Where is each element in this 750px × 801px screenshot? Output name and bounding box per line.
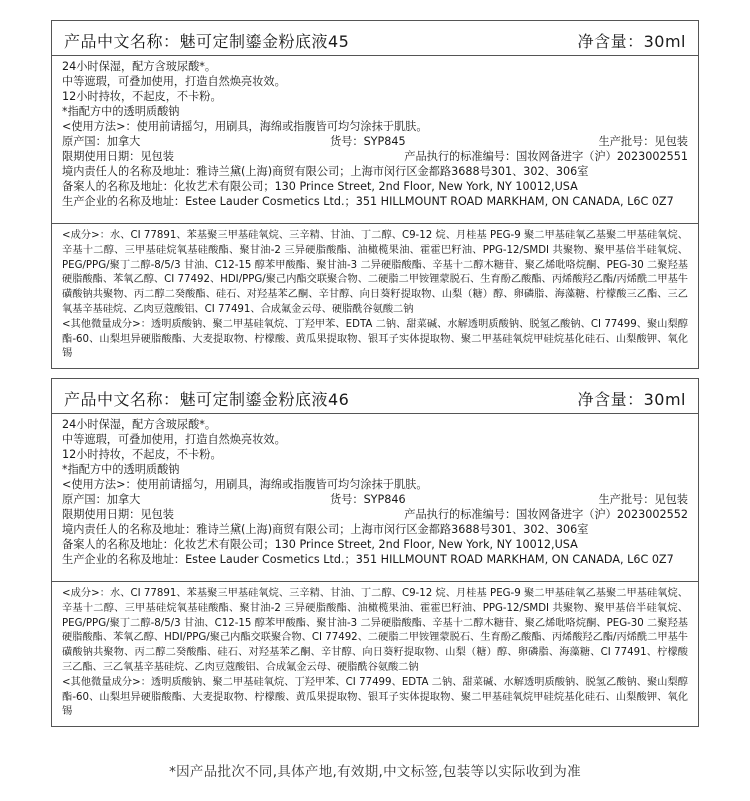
claim-line: 12小时持妆，不起皮，不卡粉。: [62, 90, 222, 103]
usage-instructions: <使用方法>：使用前请摇匀，用刷具，海绵或指腹皆可均匀涂抹于肌肤。: [62, 120, 428, 133]
origin-row: [62, 134, 688, 149]
usage-instructions: <使用方法>：使用前请摇匀，用刷具，海绵或指腹皆可均匀涂抹于肌肤。: [62, 478, 428, 491]
trace-ingredients-list: <其他微量成分>：透明质酸钠、聚二甲基硅氧烷、丁羟甲苯、CI 77499、EDTA 二钠、甜菜碱、水解透明质酸钠、脱氢乙酸钠、聚山梨醇酯-60、山梨坦异硬脂酸酯、大麦提取物、柠檬酸、黄瓜果提取物、银耳子实体提取物、聚二甲基硅氧烷甲硅烷基化硅石、山梨酸钾、氧化锡: [62, 676, 688, 718]
filer: 备案人的名称及地址：化妆艺术有限公司；130 Prince Street, 2nd Floor, New York, NY 10012,USA: [62, 538, 578, 551]
expiry-row: [62, 507, 688, 522]
country-of-origin: 原产国：加拿大: [62, 135, 141, 148]
disclaimer-note: *因产品批次不同,具体产地,有效期,中文标签,包装等以实际收到为准: [169, 764, 581, 780]
expiry-row: [62, 149, 688, 164]
country-of-origin: 原产国：加拿大: [62, 493, 141, 506]
claim-line: 12小时持妆，不起皮，不卡粉。: [62, 448, 222, 461]
net-content: 净含量：30ml: [577, 390, 686, 409]
trace-ingredients-list: <其他微量成分>：透明质酸钠、聚二甲基硅氧烷、丁羟甲苯、EDTA 二钠、甜菜碱、水解透明质酸钠、脱氢乙酸钠、CI 77499、聚山梨醇酯-60、山梨坦异硬脂酸酯、大麦提取物、柠檬酸、黄瓜果提取物、银耳子实体提取物、聚二甲基硅氧烷甲硅烷基化硅石、山梨酸钾、氧化锡: [62, 318, 688, 360]
net-content: 净含量：30ml: [577, 32, 686, 51]
ingredients-box: [52, 581, 698, 726]
product-name: 产品中文名称：魅可定制鎏金粉底液46: [64, 390, 350, 409]
product-name: 产品中文名称：魅可定制鎏金粉底液45: [64, 32, 350, 51]
expiry-date: 限期使用日期：见包装: [62, 508, 174, 521]
claim-line: 中等遮瑕，可叠加使用，打造自然焕亮妆效。: [62, 433, 286, 446]
batch-number: 生产批号：见包装: [598, 493, 688, 506]
product-label-2: [51, 378, 699, 727]
manufacturer: 生产企业的名称及地址：Estee Lauder Cosmetics Ltd.；351 HILLMOUNT ROAD MARKHAM, ON CANADA, L6C 0Z7: [62, 195, 674, 208]
standard-number: 产品执行的标准编号：国妆网备进字（沪）2023002551: [404, 150, 688, 163]
label-info: [52, 414, 698, 571]
item-number: 货号：SYP845: [330, 135, 406, 148]
ingredients-list: <成分>：水、CI 77891、苯基聚三甲基硅氧烷、三辛精、甘油、丁二醇、C9-12 烷、月桂基 PEG-9 聚二甲基硅氧乙基聚二甲基硅氧烷、辛基十二醇、三甲基硅烷氧基硅酸酯、聚甘油-2 三异硬脂酸酯、油橄榄果油、霍霍巴籽油、PPG-12/SMDI 共聚物、聚甲基倍半硅氧烷、PEG/PPG/聚丁二醇-8/5/3 甘油、C12-15 醇苯甲酸酯、聚甘油-3 二异硬脂酸酯、辛基十二醇木糖苷、聚乙烯吡咯烷酮、PEG-30 二聚羟基硬脂酸酯、苯氧乙醇、CI 77492、HDI/PPG/聚己内酯交联聚合物、二硬脂二甲铵锂蒙脱石、生育酚乙酸酯、丙烯酸羟乙酯/丙烯酰二甲基牛磺酸钠共聚物、丙二醇二癸酸酯、硅石、对羟基苯乙酮、辛甘醇、向日葵籽提取物、山梨（糖）醇、卵磷脂、海藻糖、柠檬酸三乙酯、三乙氧基辛基硅烷、乙肉豆蔻酸铝、CI 77491、合成氟金云母、硬脂酰谷氨酸二钠: [62, 230, 688, 315]
label-header: [52, 21, 698, 56]
origin-row: [62, 492, 688, 507]
claim-line: 24小时保湿，配方含玻尿酸*。: [62, 60, 217, 73]
label-header: [52, 379, 698, 414]
claim-line: 中等遮瑕，可叠加使用，打造自然焕亮妆效。: [62, 75, 286, 88]
manufacturer: 生产企业的名称及地址：Estee Lauder Cosmetics Ltd.；351 HILLMOUNT ROAD MARKHAM, ON CANADA, L6C 0Z7: [62, 553, 674, 566]
batch-number: 生产批号：见包装: [598, 135, 688, 148]
claim-footnote: *指配方中的透明质酸钠: [62, 105, 180, 118]
ingredients-list: <成分>：水、CI 77891、苯基聚三甲基硅氧烷、三辛精、甘油、丁二醇、C9-12 烷、月桂基 PEG-9 聚二甲基硅氧乙基聚二甲基硅氧烷、辛基十二醇、三甲基硅烷氧基硅酸酯、聚甘油-2 三异硬脂酸酯、油橄榄果油、霍霍巴籽油、PPG-12/SMDI 共聚物、聚甲基倍半硅氧烷、PEG/PPG/聚丁二醇-8/5/3 甘油、C12-15 醇苯甲酸酯、聚甘油-3 二异硬脂酸酯、辛基十二醇木糖苷、聚乙烯吡咯烷酮、PEG-30 二聚羟基硬脂酸酯、苯氧乙醇、HDI/PPG/聚己内酯交联聚合物、CI 77492、二硬脂二甲铵锂蒙脱石、生育酚乙酸酯、丙烯酸羟乙酯/丙烯酰二甲基牛磺酸钠共聚物、丙二醇二癸酸酯、硅石、对羟基苯乙酮、辛甘醇、向日葵籽提取物、山梨（糖）醇、卵磷脂、海藻糖、CI 77491、柠檬酸三乙酯、三乙氧基辛基硅烷、乙肉豆蔻酸铝、合成氟金云母、硬脂酰谷氨酸二钠: [62, 588, 688, 673]
product-label-1: [51, 20, 699, 369]
filer: 备案人的名称及地址：化妆艺术有限公司；130 Prince Street, 2nd Floor, New York, NY 10012,USA: [62, 180, 578, 193]
responsible-party: 境内责任人的名称及地址：雅诗兰黛(上海)商贸有限公司；上海市闵行区金都路3688号301、302、306室: [62, 523, 589, 536]
standard-number: 产品执行的标准编号：国妆网备进字（沪）2023002552: [404, 508, 688, 521]
claim-footnote: *指配方中的透明质酸钠: [62, 463, 180, 476]
expiry-date: 限期使用日期：见包装: [62, 150, 174, 163]
item-number: 货号：SYP846: [330, 493, 406, 506]
ingredients-box: [52, 223, 698, 368]
label-info: [52, 56, 698, 213]
responsible-party: 境内责任人的名称及地址：雅诗兰黛(上海)商贸有限公司；上海市闵行区金都路3688号301、302、306室: [62, 165, 589, 178]
claim-line: 24小时保湿，配方含玻尿酸*。: [62, 418, 217, 431]
